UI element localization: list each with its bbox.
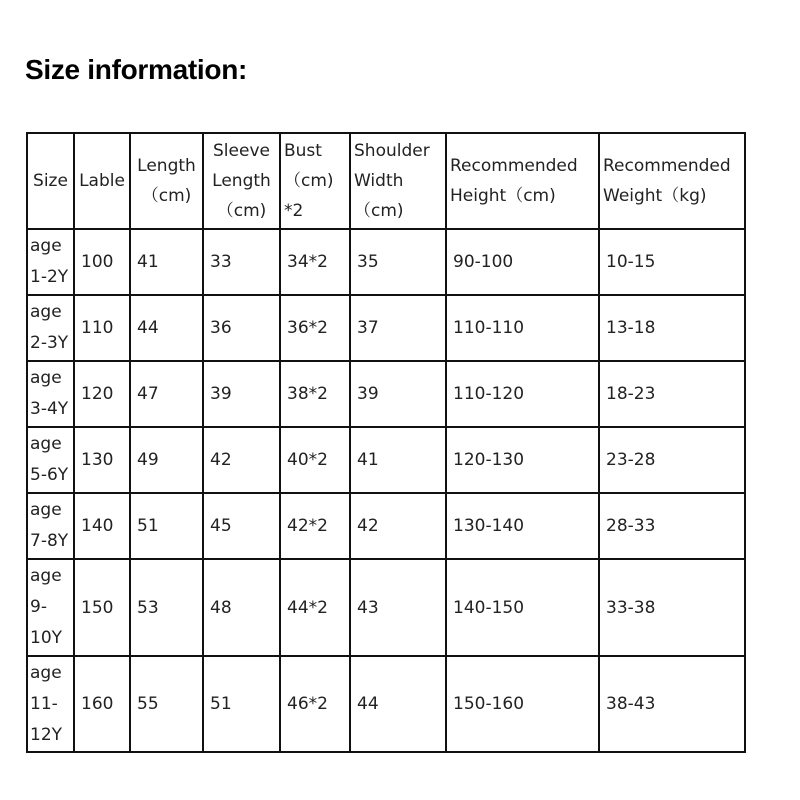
length-cell: 49: [130, 427, 203, 493]
sleeve-cell: 42: [203, 427, 280, 493]
size-cell: age 7-8Y: [27, 493, 74, 559]
sleeve-cell: 36: [203, 295, 280, 361]
weight-cell: 28-33: [599, 493, 745, 559]
sleeve-cell: 39: [203, 361, 280, 427]
length-cell: 41: [130, 229, 203, 295]
shoulder-cell: 37: [350, 295, 446, 361]
length-cell: 55: [130, 656, 203, 752]
shoulder-cell: 44: [350, 656, 446, 752]
size-cell: age 11- 12Y: [27, 656, 74, 752]
lable-cell: 150: [74, 559, 130, 656]
header-sleeve-length: Sleeve Length （cm): [203, 133, 280, 229]
height-cell: 140-150: [446, 559, 599, 656]
size-cell: age 9- 10Y: [27, 559, 74, 656]
header-lable: Lable: [74, 133, 130, 229]
header-length: Length （cm): [130, 133, 203, 229]
height-cell: 150-160: [446, 656, 599, 752]
header-bust: Bust （cm) *2: [280, 133, 350, 229]
lable-cell: 120: [74, 361, 130, 427]
height-cell: 90-100: [446, 229, 599, 295]
header-recommended-height: Recommended Height（cm): [446, 133, 599, 229]
shoulder-cell: 42: [350, 493, 446, 559]
table-row: [27, 656, 745, 752]
header-size: Size: [27, 133, 74, 229]
bust-cell: 46*2: [280, 656, 350, 752]
height-cell: 120-130: [446, 427, 599, 493]
sleeve-cell: 51: [203, 656, 280, 752]
table-row: [27, 361, 745, 427]
length-cell: 47: [130, 361, 203, 427]
weight-cell: 10-15: [599, 229, 745, 295]
bust-cell: 38*2: [280, 361, 350, 427]
height-cell: 130-140: [446, 493, 599, 559]
table-row: [27, 559, 745, 656]
weight-cell: 23-28: [599, 427, 745, 493]
weight-cell: 38-43: [599, 656, 745, 752]
lable-cell: 140: [74, 493, 130, 559]
weight-cell: 13-18: [599, 295, 745, 361]
shoulder-cell: 41: [350, 427, 446, 493]
size-cell: age 3-4Y: [27, 361, 74, 427]
shoulder-cell: 39: [350, 361, 446, 427]
lable-cell: 100: [74, 229, 130, 295]
size-cell: age 2-3Y: [27, 295, 74, 361]
weight-cell: 18-23: [599, 361, 745, 427]
sleeve-cell: 45: [203, 493, 280, 559]
length-cell: 53: [130, 559, 203, 656]
length-cell: 44: [130, 295, 203, 361]
table-row: [27, 427, 745, 493]
table-row: [27, 493, 745, 559]
table-row: [27, 229, 745, 295]
bust-cell: 36*2: [280, 295, 350, 361]
header-recommended-weight: Recommended Weight（kg): [599, 133, 745, 229]
sleeve-cell: 48: [203, 559, 280, 656]
size-table: [26, 132, 746, 753]
height-cell: 110-110: [446, 295, 599, 361]
bust-cell: 44*2: [280, 559, 350, 656]
header-row: [27, 133, 745, 229]
lable-cell: 110: [74, 295, 130, 361]
shoulder-cell: 43: [350, 559, 446, 656]
lable-cell: 160: [74, 656, 130, 752]
length-cell: 51: [130, 493, 203, 559]
lable-cell: 130: [74, 427, 130, 493]
bust-cell: 40*2: [280, 427, 350, 493]
shoulder-cell: 35: [350, 229, 446, 295]
size-cell: age 5-6Y: [27, 427, 74, 493]
table-row: [27, 295, 745, 361]
page-title: Size information:: [25, 54, 248, 85]
weight-cell: 33-38: [599, 559, 745, 656]
bust-cell: 34*2: [280, 229, 350, 295]
sleeve-cell: 33: [203, 229, 280, 295]
height-cell: 110-120: [446, 361, 599, 427]
header-shoulder-width: Shoulder Width （cm): [350, 133, 446, 229]
bust-cell: 42*2: [280, 493, 350, 559]
size-cell: age 1-2Y: [27, 229, 74, 295]
